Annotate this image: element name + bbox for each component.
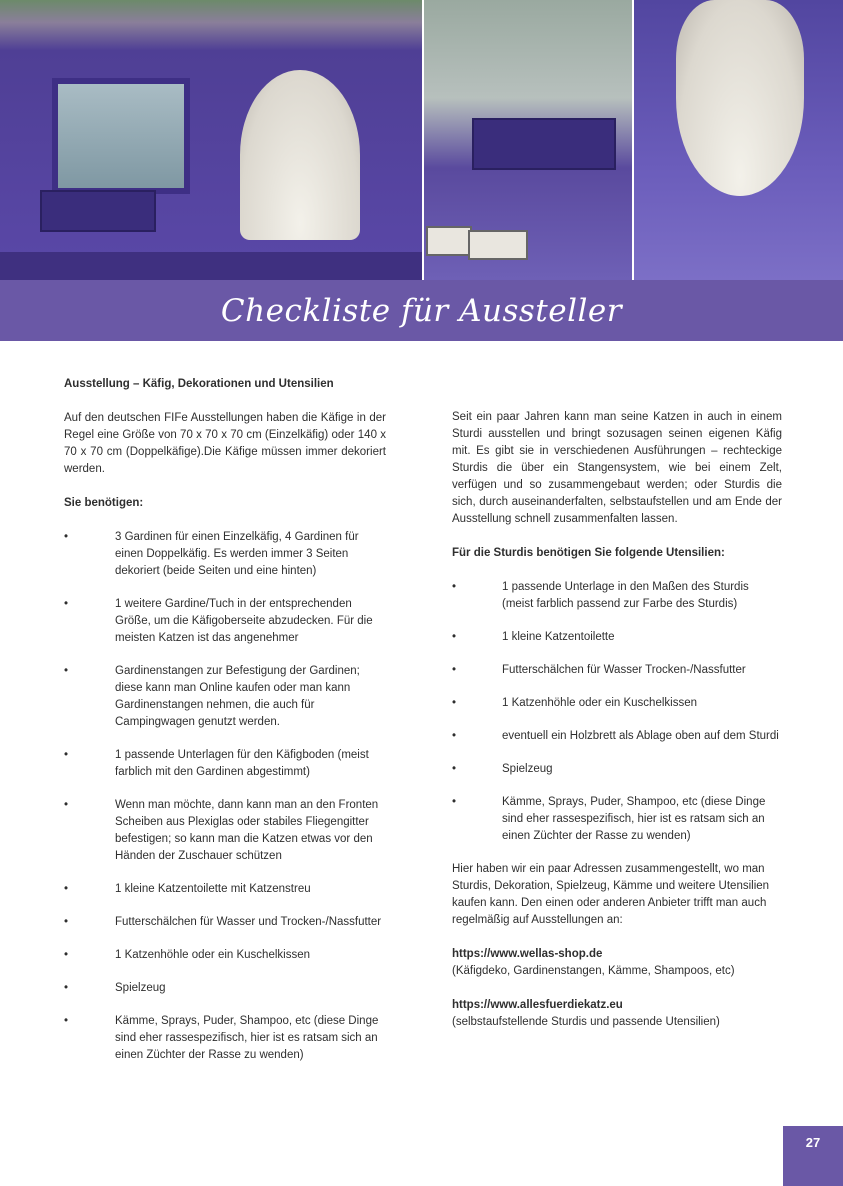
sturdi-checklist [452, 579, 782, 845]
right-column [452, 409, 782, 1048]
shop-description: (selbstaufstellende Sturdis und passende Utensilien) [452, 1016, 720, 1028]
intro-paragraph: Auf den deutschen FIFe Ausstellungen haben die Käfige in der Regel eine Größe von 70 x 70 x 70 cm (Einzelkäfig) oder 140 x 70 x 70 cm (Doppelkäfige).Die Käfige müssen immer dekoriert werden. [64, 412, 386, 475]
cage-window [52, 78, 190, 194]
shop-link-block [452, 946, 782, 980]
title-band [0, 280, 843, 341]
list-item: • Kämme, Sprays, Puder, Shampoo, etc (diese Dinge sind eher rassespezifisch, hier ist es ratsam sich an einen Züchter der Rasse zu wenden) [452, 796, 766, 842]
water-bowl [468, 230, 528, 260]
list-item: • 1 Katzenhöhle oder ein Kuschelkissen [64, 949, 310, 961]
list-item: • 1 kleine Katzentoilette [452, 631, 615, 643]
cage-checklist [64, 529, 386, 1064]
cage-base [0, 252, 422, 280]
photo-double-cage [0, 0, 422, 280]
left-column [64, 376, 386, 1080]
list-item: • Spielzeug [452, 763, 553, 775]
litter-tray [472, 118, 616, 170]
curtain-shape [240, 70, 360, 240]
section-heading: Ausstellung – Käfig, Dekorationen und Utensilien [64, 378, 334, 390]
litter-tray [40, 190, 156, 232]
list-item: • 3 Gardinen für einen Einzelkäfig, 4 Gardinen für einen Doppelkäfig. Es werden immer 3 Seiten dekoriert (beide Seiten und eine hinten) [64, 531, 359, 577]
sturdi-intro-paragraph: Seit ein paar Jahren kann man seine Katzen in auch in einem Sturdi ausstellen und bringt sozusagen seinen eigenen Käfig mit. Es gibt sie in verschiedenen Ausführungen – rechteckige Sturdis die über ein Stangensystem, wie bei einem Zelt, verfügen und so zusammengebaut werden; oder Sturdis die sich, durch auseinanderfalten, selbstaufstellen und am Ende der Ausstellung schnell zusammenfalten lassen. [452, 411, 782, 525]
list-item: • 1 Katzenhöhle oder ein Kuschelkissen [452, 697, 697, 709]
shop-description: (Käfigdeko, Gardinenstangen, Kämme, Shampoos, etc) [452, 965, 735, 977]
list-item: • Spielzeug [64, 982, 166, 994]
curtain-shape [676, 0, 804, 196]
shop-link-block [452, 997, 782, 1031]
list-item: • Kämme, Sprays, Puder, Shampoo, etc (diese Dinge sind eher rassespezifisch, hier ist es ratsam sich an einen Züchter der Rasse zu wenden) [64, 1015, 379, 1061]
list-item: • Wenn man möchte, dann kann man an den Fronten Scheiben aus Plexiglas oder stabiles Fliegengitter befestigen; so kann man die Katzen etwas vor den Händen der Zuschauer schützen [64, 799, 379, 862]
list-item: • 1 passende Unterlagen für den Käfigboden (meist farblich mit den Gardinen abgestimmt) [64, 749, 369, 778]
list-item: • 1 kleine Katzentoilette mit Katzenstreu [64, 883, 311, 895]
page-title: Checkliste für Aussteller [220, 292, 623, 329]
list-item: • Gardinenstangen zur Befestigung der Gardinen; diese kann man Online kaufen oder man kann Gardinenstangen nehmen, die auch für Campingwagen genutzt werden. [64, 665, 360, 728]
photo-sturdi-curtain [634, 0, 843, 280]
addresses-intro: Hier haben wir ein paar Adressen zusammengestellt, wo man Sturdis, Dekoration, Spielzeug, Kämme und weitere Utensilien kaufen kann. Den einen oder anderen Anbieter trifft man auch regelmäßig auf Ausstellungen an: [452, 863, 770, 926]
photo-sturdi-tray [424, 0, 632, 280]
shop-link[interactable]: https://www.allesfuerdiekatz.eu [452, 999, 623, 1011]
list-item: • Futterschälchen für Wasser und Trocken-/Nassfutter [64, 916, 382, 928]
page-number: 27 [783, 1126, 843, 1186]
shop-link[interactable]: https://www.wellas-shop.de [452, 948, 603, 960]
subheading: Sie benötigen: [64, 497, 144, 509]
list-item: • 1 passende Unterlage in den Maßen des Sturdis (meist farblich passend zur Farbe des Sturdis) [452, 581, 749, 610]
list-item: • 1 weitere Gardine/Tuch in der entsprechenden Größe, um die Käfigoberseite abzudecken. Für die meisten Katzen ist das angenehmer [64, 598, 373, 644]
food-bowl [426, 226, 472, 256]
list-item: • eventuell ein Holzbrett als Ablage oben auf dem Sturdi [452, 730, 779, 742]
subheading: Für die Sturdis benötigen Sie folgende Utensilien: [452, 547, 725, 559]
photo-strip [0, 0, 843, 280]
list-item: • Futterschälchen für Wasser Trocken-/Nassfutter [452, 664, 746, 676]
